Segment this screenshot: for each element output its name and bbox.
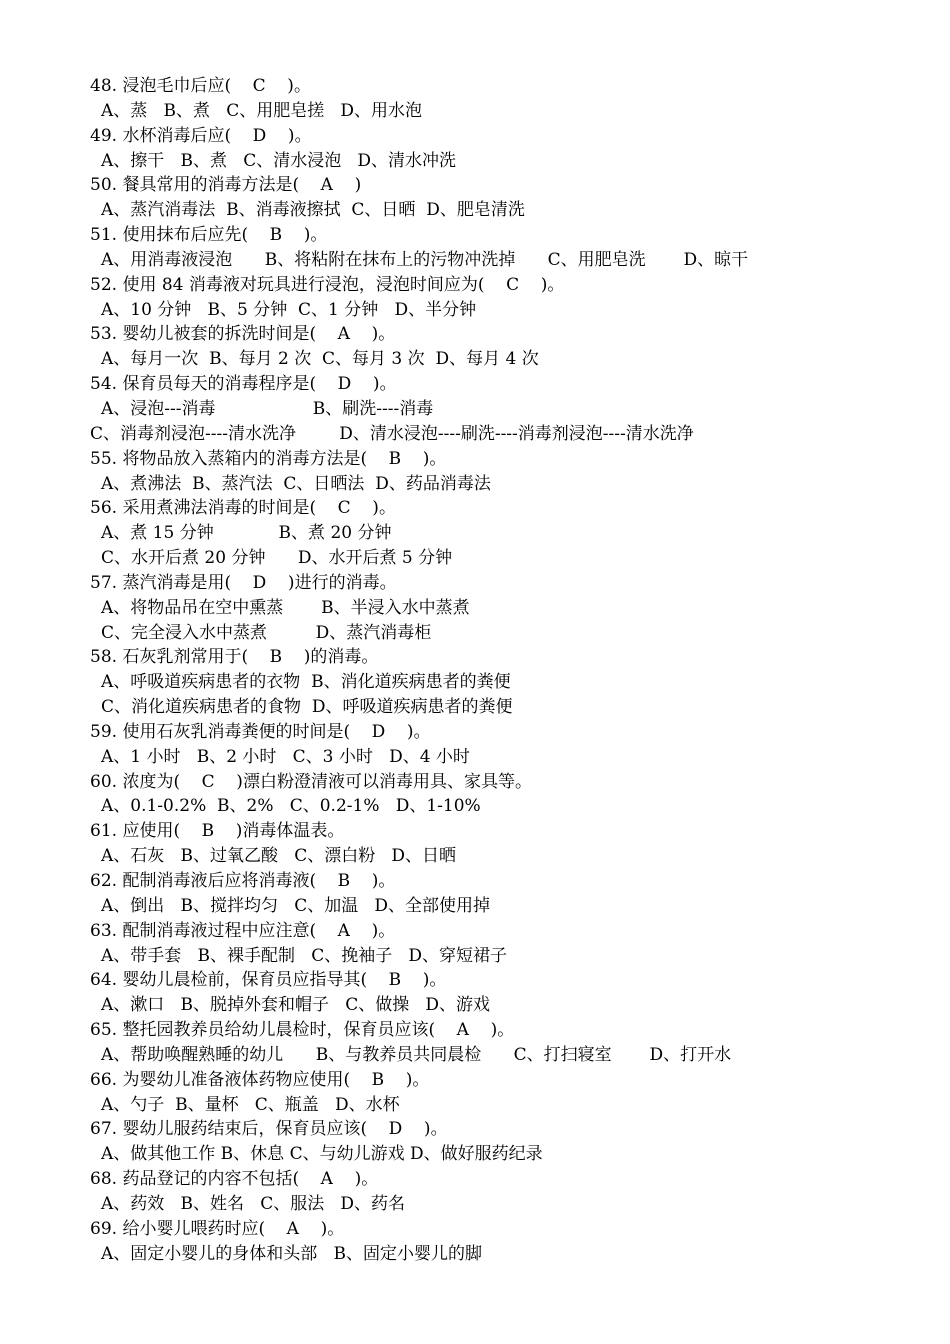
- question-line: 49. 水杯消毒后应( D )。: [90, 125, 312, 146]
- option-line: C、消化道疾病患者的食物 D、呼吸道疾病患者的粪便: [101, 697, 513, 718]
- question-line: 62. 配制消毒液后应将消毒液( B )。: [90, 871, 396, 891]
- question-line: 58. 石灰乳剂常用于( B )的消毒。: [90, 647, 379, 668]
- question-line: 63. 配制消毒液过程中应注意( A )。: [90, 920, 396, 941]
- option-line: A、用消毒液浸泡 B、将粘附在抹布上的污物冲洗掉 C、用肥皂洗 D、晾干: [101, 249, 749, 270]
- option-line: A、石灰 B、过氧乙酸 C、漂白粉 D、日晒: [101, 846, 457, 867]
- option-line: A、将物品吊在空中熏蒸 B、半浸入水中蒸煮: [101, 597, 470, 618]
- option-line: A、0.1-0.2% B、2% C、0.2-1% D、1-10%: [101, 796, 481, 817]
- option-line: A、固定小婴儿的身体和头部 B、固定小婴儿的脚: [101, 1243, 482, 1264]
- option-line: A、呼吸道疾病患者的衣物 B、消化道疾病患者的粪便: [101, 672, 511, 693]
- question-line: 66. 为婴幼儿准备液体药物应使用( B )。: [90, 1069, 430, 1090]
- option-line: A、帮助唤醒熟睡的幼儿 B、与教养员共同晨检 C、打扫寝室 D、打开水: [101, 1044, 732, 1065]
- question-line: 56. 采用煮沸法消毒的时间是( C )。: [90, 498, 396, 519]
- question-line: 54. 保育员每天的消毒程序是( D )。: [90, 374, 397, 395]
- option-line: A、煮沸法 B、蒸汽法 C、日晒法 D、药品消毒法: [101, 473, 491, 494]
- question-line: 65. 整托园教养员给幼儿晨检时，保育员应该( A )。: [90, 1020, 515, 1041]
- option-line: A、擦干 B、煮 C、清水浸泡 D、清水冲洗: [101, 150, 457, 171]
- option-line: A、蒸 B、煮 C、用肥皂搓 D、用水泡: [101, 100, 423, 121]
- option-line: A、浸泡---消毒 B、刷洗----消毒: [101, 398, 434, 419]
- question-line: 69. 给小婴儿喂药时应( A )。: [90, 1218, 345, 1239]
- question-line: 59. 使用石灰乳消毒粪便的时间是( D )。: [90, 721, 431, 742]
- question-line: 57. 蒸汽消毒是用( D )进行的消毒。: [90, 572, 397, 593]
- option-line: C、消毒剂浸泡----清水洗净 D、清水浸泡----刷洗----消毒剂浸泡----清水洗净: [90, 423, 694, 444]
- question-line: 55. 将物品放入蒸箱内的消毒方法是( B )。: [90, 448, 447, 469]
- question-line: 68. 药品登记的内容不包括( A )。: [90, 1169, 379, 1190]
- question-line: 64. 婴幼儿晨检前，保育员应指导其( B )。: [90, 970, 447, 991]
- question-line: 51. 使用抹布后应先( B )。: [90, 225, 328, 246]
- option-line: A、倒出 B、搅拌均匀 C、加温 D、全部使用掉: [101, 895, 491, 916]
- option-line: C、水开后煮 20 分钟 D、水开后煮 5 分钟: [101, 548, 453, 569]
- option-line: A、蒸汽消毒法 B、消毒液擦拭 C、日晒 D、肥皂清洗: [101, 200, 525, 221]
- option-line: A、煮 15 分钟 B、煮 20 分钟: [101, 523, 392, 544]
- question-document: [0, 74, 950, 1267]
- question-line: 67. 婴幼儿服药结束后，保育员应该( D )。: [90, 1119, 448, 1140]
- question-line: 48. 浸泡毛巾后应( C )。: [90, 76, 311, 96]
- question-line: 61. 应使用( B )消毒体温表。: [90, 821, 345, 842]
- question-line: 60. 浓度为( C )漂白粉澄清液可以消毒用具、家具等。: [90, 771, 532, 792]
- option-line: A、漱口 B、脱掉外套和帽子 C、做操 D、游戏: [101, 995, 491, 1016]
- question-line: 52. 使用 84 消毒液对玩具进行浸泡，浸泡时间应为( C )。: [90, 274, 565, 295]
- option-line: A、做其他工作 B、休息 C、与幼儿游戏 D、做好服药纪录: [101, 1144, 543, 1165]
- option-line: A、带手套 B、裸手配制 C、挽袖子 D、穿短裙子: [101, 945, 508, 966]
- option-line: A、勺子 B、量杯 C、瓶盖 D、水杯: [101, 1094, 400, 1115]
- question-line: 50. 餐具常用的消毒方法是( A ): [90, 175, 362, 196]
- option-line: A、每月一次 B、每月 2 次 C、每月 3 次 D、每月 4 次: [101, 349, 539, 370]
- option-line: A、1 小时 B、2 小时 C、3 小时 D、4 小时: [101, 746, 470, 767]
- option-line: A、10 分钟 B、5 分钟 C、1 分钟 D、半分钟: [101, 299, 477, 320]
- question-line: 53. 婴幼儿被套的拆洗时间是( A )。: [90, 324, 396, 345]
- option-line: A、药效 B、姓名 C、服法 D、药名: [101, 1193, 406, 1214]
- option-line: C、完全浸入水中蒸煮 D、蒸汽消毒柜: [101, 622, 432, 643]
